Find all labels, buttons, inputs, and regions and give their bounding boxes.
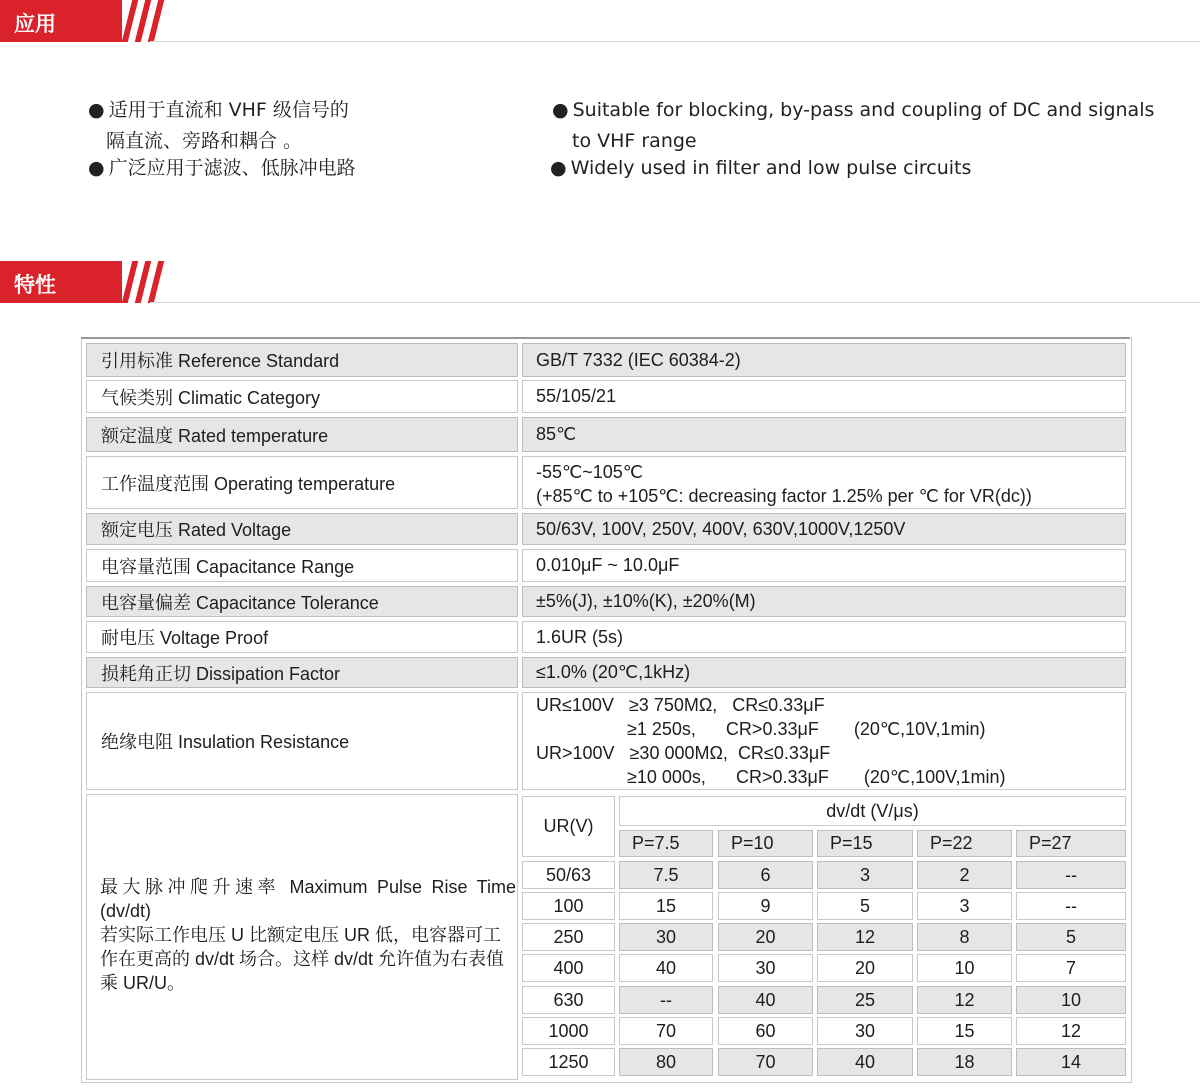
pulse-row-value-cell: 9	[718, 892, 813, 920]
pulse-label-line-3: 若实际工作电压 U 比额定电压 UR 低，电容器可工	[100, 925, 501, 945]
spec-label-pulse-rise-time	[86, 794, 518, 1080]
pulse-row-value-cell: 5	[1016, 923, 1126, 951]
section-divider	[150, 41, 1200, 42]
section-header-application	[0, 0, 1200, 42]
pulse-row-value-cell: 7	[1016, 954, 1126, 982]
pulse-row-value-cell: 70	[619, 1017, 713, 1045]
pulse-row-value-cell: 20	[718, 923, 813, 951]
pulse-row-value-cell: 80	[619, 1048, 713, 1076]
spec-label-operating-temperature: 工作温度范围 Operating temperature	[86, 456, 518, 509]
pulse-label-line-5: 乘 UR/U。	[100, 973, 185, 993]
pulse-row-value-cell: 40	[619, 954, 713, 982]
pulse-row-value-cell: 70	[718, 1048, 813, 1076]
app-bullet-en-1: ● Suitable for blocking, by-pass and coupling of DC and signals	[552, 99, 1155, 121]
pulse-row-value-cell: 15	[917, 1017, 1012, 1045]
pulse-row-ur-cell: 100	[522, 892, 615, 920]
spec-value-voltage-proof: 1.6UR (5s)	[522, 621, 1126, 653]
pulse-row-value-cell: 8	[917, 923, 1012, 951]
pulse-row-value-cell: 2	[917, 861, 1012, 889]
spec-value-climatic-category: 55/105/21	[522, 380, 1126, 413]
spec-value-reference-standard: GB/T 7332 (IEC 60384-2)	[522, 343, 1126, 377]
pulse-row-value-cell: 12	[1016, 1017, 1126, 1045]
app-bullet-en-2: ● Widely used in filter and low pulse circuits	[550, 157, 972, 179]
pulse-header-ur: UR(V)	[522, 796, 615, 857]
pulse-row-value-cell: 10	[1016, 986, 1126, 1014]
app-bullet-cn-1-cont: 隔直流、旁路和耦合 。	[106, 130, 303, 152]
pulse-row-value-cell: 20	[817, 954, 913, 982]
pulse-row-ur-cell: 1000	[522, 1017, 615, 1045]
spec-value-dissipation-factor: ≤1.0% (20℃,1kHz)	[522, 657, 1126, 688]
section-divider	[150, 302, 1200, 303]
pulse-header-dvdt: dv/dt (V/μs)	[619, 796, 1126, 826]
op-temp-range: -55℃~105℃	[536, 462, 643, 482]
spec-value-rated-voltage: 50/63V, 100V, 250V, 400V, 630V,1000V,1250V	[522, 513, 1126, 545]
insulation-line-4: ≥10 000s, CR>0.33μF (20℃,100V,1min)	[627, 767, 1006, 787]
pulse-row-value-cell: 7.5	[619, 861, 713, 889]
pulse-row-value-cell: 3	[817, 861, 913, 889]
spec-value-operating-temperature	[522, 456, 1126, 509]
pulse-row-value-cell: 40	[718, 986, 813, 1014]
pulse-header-p: P=27	[1016, 830, 1126, 857]
pulse-row-ur-cell: 250	[522, 923, 615, 951]
pulse-row-value-cell: 12	[817, 923, 913, 951]
pulse-row-value-cell: --	[1016, 861, 1126, 889]
pulse-row-value-cell: --	[1016, 892, 1126, 920]
spec-label-rated-temperature: 额定温度 Rated temperature	[86, 417, 518, 452]
pulse-row-ur-cell: 630	[522, 986, 615, 1014]
pulse-label-line-4: 作在更高的 dv/dt 场合。这样 dv/dt 允许值为右表值	[100, 949, 505, 969]
pulse-row-value-cell: 30	[619, 923, 713, 951]
spec-label-capacitance-tolerance: 电容量偏差 Capacitance Tolerance	[86, 586, 518, 617]
pulse-row-ur-cell: 1250	[522, 1048, 615, 1076]
pulse-row-value-cell: --	[619, 986, 713, 1014]
table-top-border	[81, 337, 1130, 339]
pulse-row-ur-cell: 400	[522, 954, 615, 982]
spec-value-rated-temperature: 85℃	[522, 417, 1126, 452]
spec-label-voltage-proof: 耐电压 Voltage Proof	[86, 621, 518, 653]
insulation-line-3: UR>100V ≥30 000MΩ, CR≤0.33μF	[536, 743, 831, 763]
op-temp-derating: (+85℃ to +105℃: decreasing factor 1.25% per ℃ for VR(dc))	[536, 486, 1032, 506]
spec-label-dissipation-factor: 损耗角正切 Dissipation Factor	[86, 657, 518, 688]
section-title-application: 应用	[14, 12, 56, 36]
pulse-header-p: P=7.5	[619, 830, 713, 857]
pulse-label-line-1: 最大脉冲爬升速率 Maximum Pulse Rise Time	[100, 877, 516, 897]
section-tab	[0, 0, 122, 42]
spec-label-capacitance-range: 电容量范围 Capacitance Range	[86, 549, 518, 582]
pulse-label-line-2: (dv/dt)	[100, 901, 152, 921]
pulse-row-value-cell: 14	[1016, 1048, 1126, 1076]
spec-value-insulation-resistance	[522, 692, 1126, 790]
pulse-row-value-cell: 25	[817, 986, 913, 1014]
pulse-row-value-cell: 18	[917, 1048, 1012, 1076]
insulation-line-1: UR≤100V ≥3 750MΩ, CR≤0.33μF	[536, 695, 825, 715]
pulse-row-value-cell: 12	[917, 986, 1012, 1014]
pulse-row-value-cell: 5	[817, 892, 913, 920]
pulse-row-value-cell: 60	[718, 1017, 813, 1045]
app-bullet-en-1-cont: to VHF range	[572, 130, 697, 152]
section-tab	[0, 261, 122, 303]
spec-label-insulation-resistance: 绝缘电阻 Insulation Resistance	[86, 692, 518, 790]
stripe-decoration	[148, 0, 164, 42]
stripe-decoration	[148, 261, 164, 303]
spec-value-capacitance-tolerance: ±5%(J), ±10%(K), ±20%(M)	[522, 586, 1126, 617]
pulse-header-p: P=10	[718, 830, 813, 857]
section-title-features: 特性	[14, 273, 56, 297]
pulse-row-value-cell: 6	[718, 861, 813, 889]
pulse-row-value-cell: 30	[817, 1017, 913, 1045]
pulse-row-value-cell: 30	[718, 954, 813, 982]
pulse-row-value-cell: 40	[817, 1048, 913, 1076]
pulse-row-ur-cell: 50/63	[522, 861, 615, 889]
app-bullet-cn-1: ● 适用于直流和 VHF 级信号的	[88, 99, 349, 121]
pulse-row-value-cell: 15	[619, 892, 713, 920]
insulation-line-2: ≥1 250s, CR>0.33μF (20℃,10V,1min)	[627, 719, 986, 739]
spec-label-climatic-category: 气候类别 Climatic Category	[86, 380, 518, 413]
pulse-row-value-cell: 3	[917, 892, 1012, 920]
spec-label-rated-voltage: 额定电压 Rated Voltage	[86, 513, 518, 545]
app-bullet-cn-2: ● 广泛应用于滤波、低脉冲电路	[88, 157, 356, 179]
spec-value-capacitance-range: 0.010μF ~ 10.0μF	[522, 549, 1126, 582]
spec-label-reference-standard: 引用标准 Reference Standard	[86, 343, 518, 377]
pulse-header-p: P=22	[917, 830, 1012, 857]
section-header-features	[0, 261, 1200, 303]
pulse-header-p: P=15	[817, 830, 913, 857]
pulse-row-value-cell: 10	[917, 954, 1012, 982]
